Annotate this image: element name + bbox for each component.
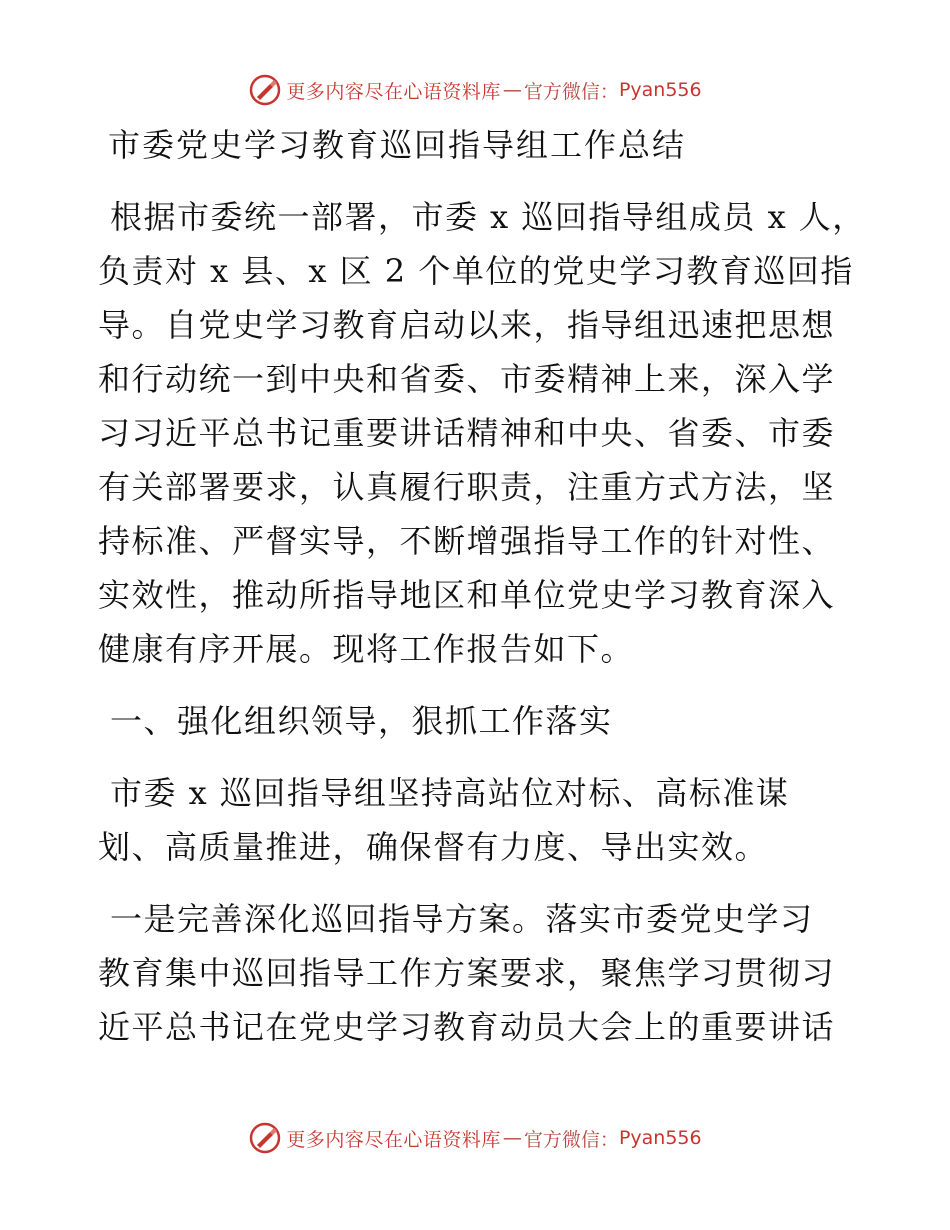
watermark-separator: — [502,79,522,101]
intro-line: 根据市委统一部署，市委 x 巡回指导组成员 x 人， [110,198,866,236]
watermark-separator: — [502,1127,522,1149]
watermark-label: 官方微信： [523,1128,619,1151]
watermark-banner-top [0,70,950,110]
watermark-wechat-id: Pyan556 [618,1127,702,1149]
intro-line: 实效性，推动所指导地区和单位党史学习教育深入 [98,576,836,614]
point-line: 近平总书记在党史学习教育动员大会上的重要讲话 [98,1008,836,1046]
document-title: 市委党史学习教育巡回指导组工作总结 [108,126,687,164]
section-line: 划、高质量推进，确保督有力度、导出实效。 [98,828,769,866]
intro-line: 导。自党史学习教育启动以来，指导组迅速把思想 [98,306,836,344]
watermark-text: 更多内容尽在心语资料库 [286,80,501,103]
point-line: 教育集中巡回指导工作方案要求，聚焦学习贯彻习 [98,954,836,992]
intro-line: 持标准、严督实导，不断增强指导工作的针对性、 [98,522,836,560]
section-heading: 一、强化组织领导，狠抓工作落实 [110,702,613,740]
watermark-wechat-id: Pyan556 [618,79,702,101]
document-body [98,118,866,1054]
watermark-banner-bottom [0,1118,950,1158]
watermark-text: 更多内容尽在心语资料库 [286,1128,501,1151]
intro-line: 和行动统一到中央和省委、市委精神上来，深入学 [98,360,836,398]
pen-circle-icon [248,1121,282,1155]
section-line: 市委 x 巡回指导组坚持高站位对标、高标准谋 [110,774,790,812]
pen-circle-icon [248,73,282,107]
intro-line: 负责对 x 县、x 区 2 个单位的党史学习教育巡回指 [98,252,854,290]
point-line: 一是完善深化巡回指导方案。落实市委党史学习 [110,900,814,938]
intro-line: 健康有序开展。现将工作报告如下。 [98,630,635,668]
watermark-label: 官方微信： [523,80,619,103]
intro-line: 习习近平总书记重要讲话精神和中央、省委、市委 [98,414,836,452]
intro-line: 有关部署要求，认真履行职责，注重方式方法，坚 [98,468,836,506]
